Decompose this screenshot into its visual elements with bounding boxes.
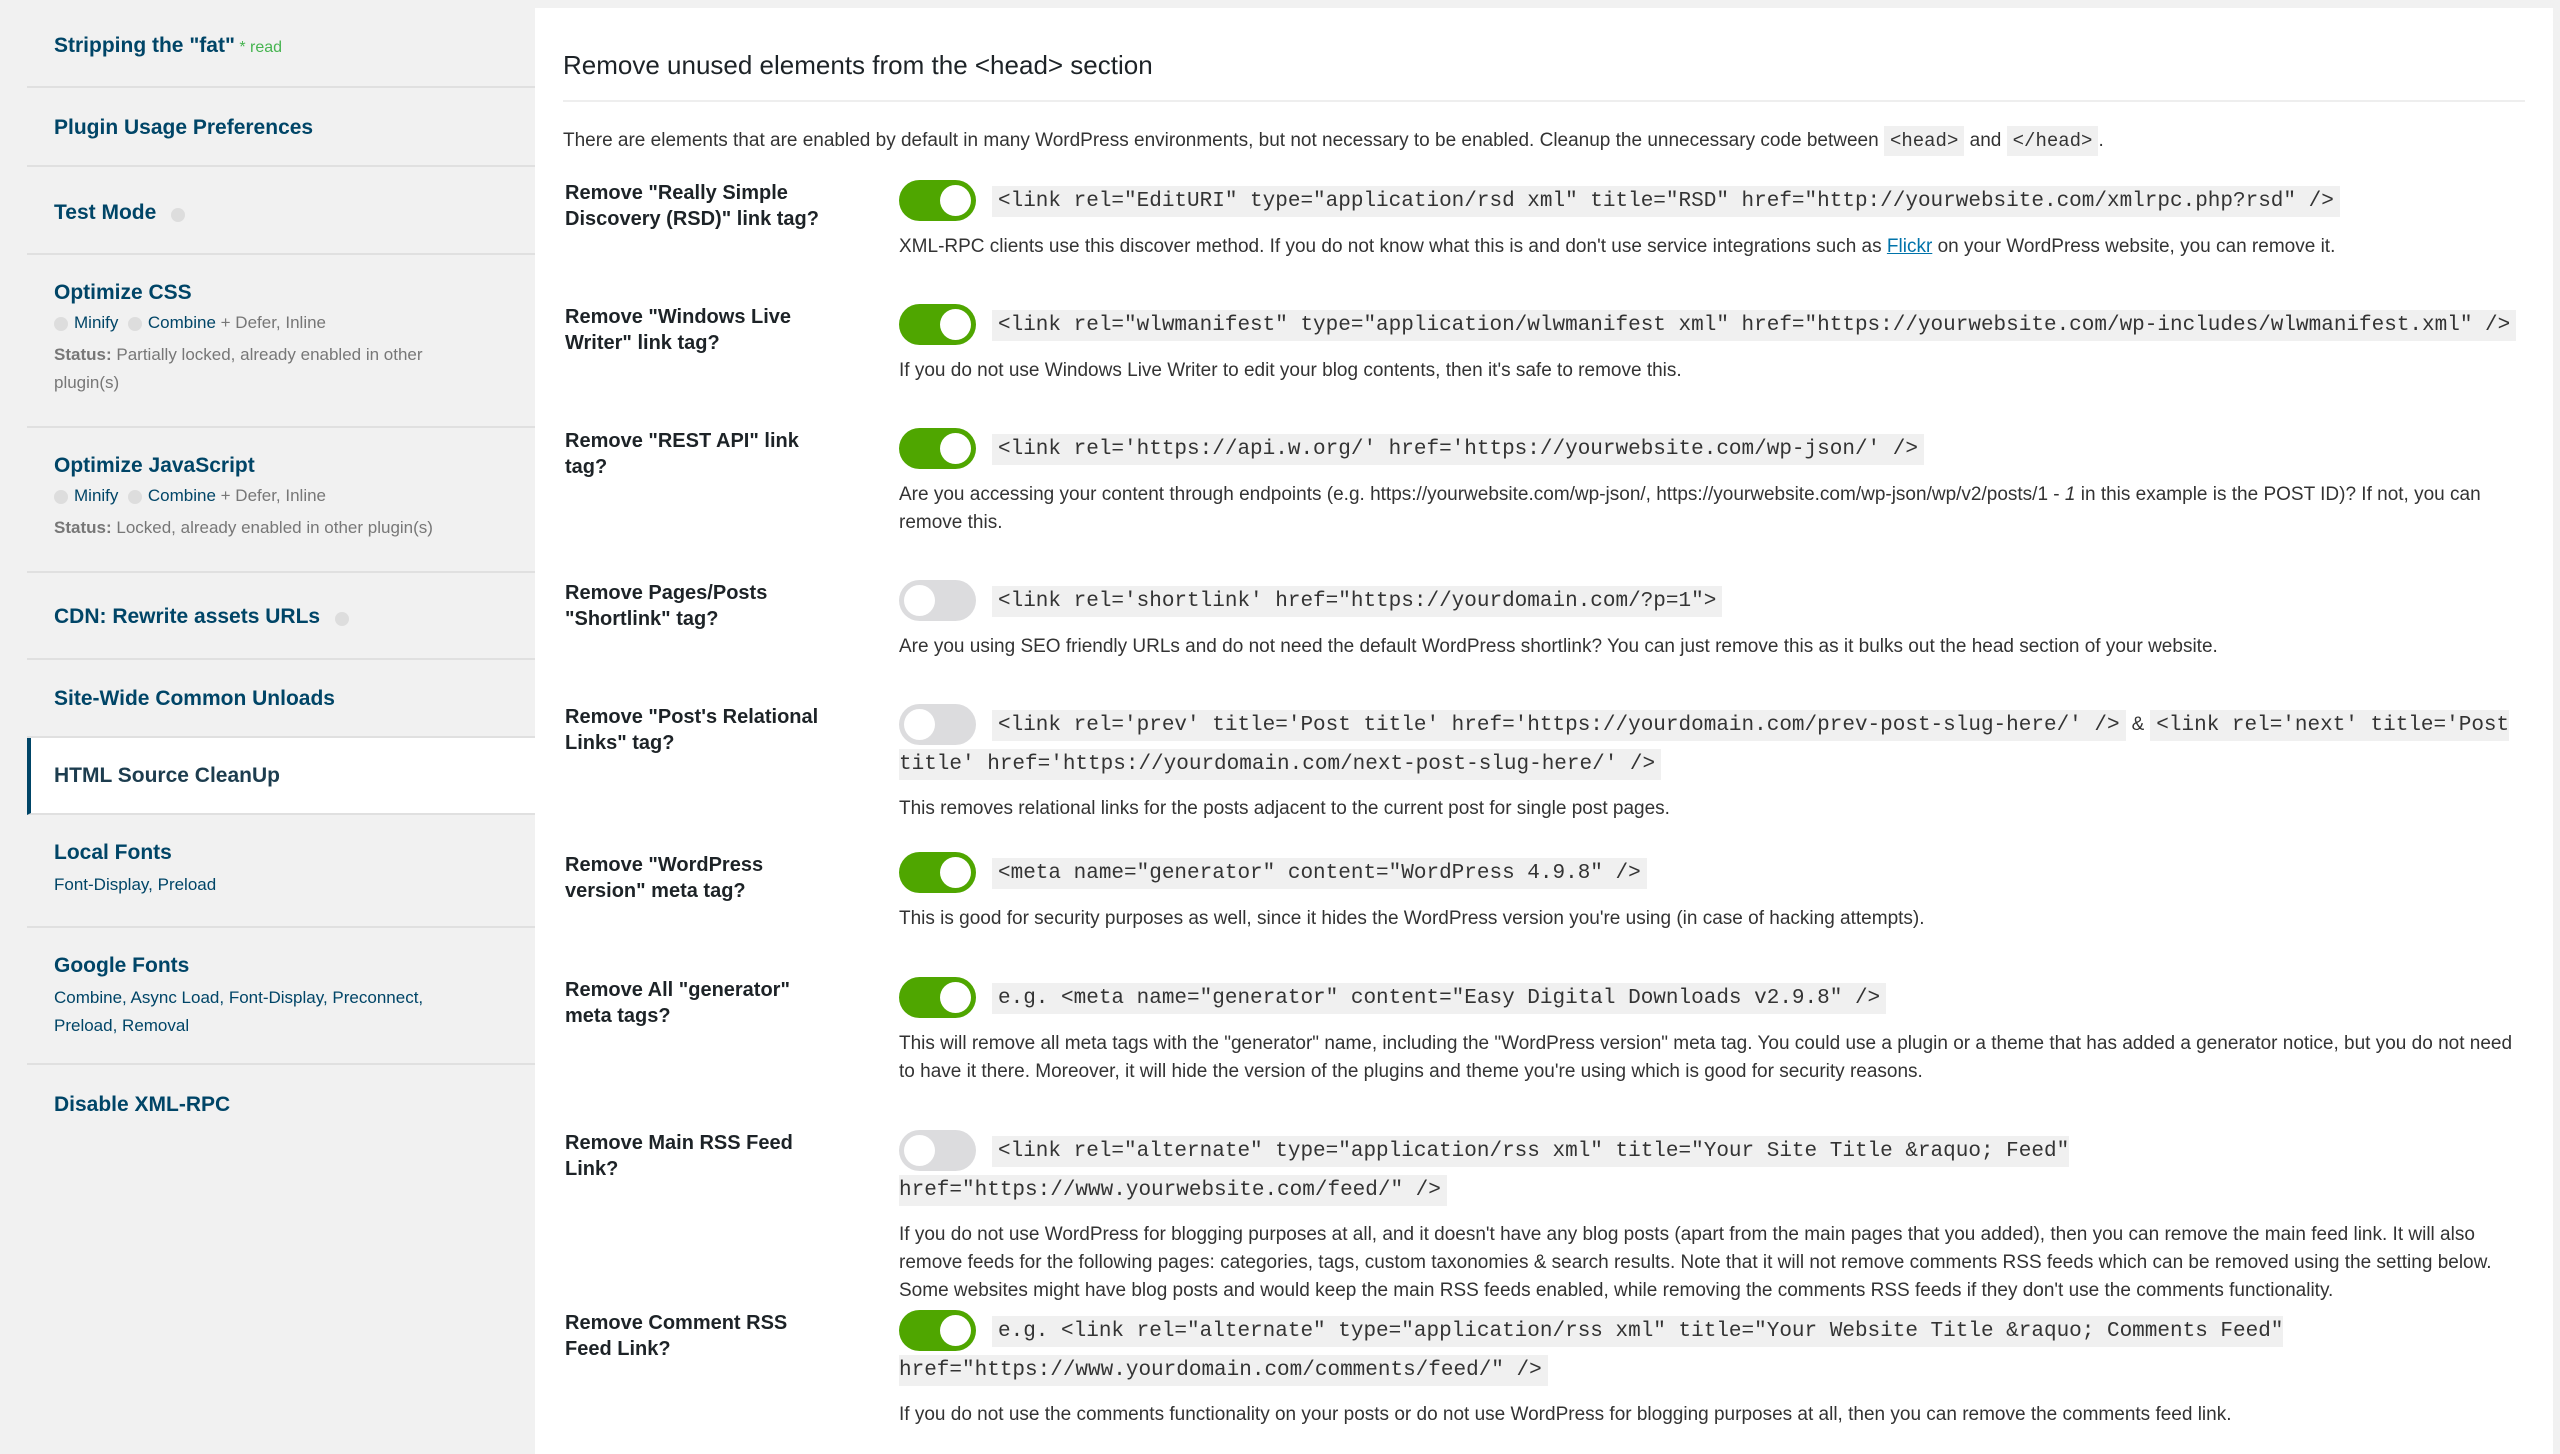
minify-label: Minify [74,313,119,332]
option-label: Remove Main RSS Feed Link? [565,1132,793,1180]
sidebar-item-label: Local Fonts [54,841,172,864]
page-title: Remove unused elements from the <head> section [563,50,1153,80]
option-label: Remove Pages/Posts "Shortlink" tag? [565,582,768,630]
option-label: Remove "REST API" link tag? [565,430,799,478]
status-label: Status: [54,345,112,364]
sidebar-item-google-fonts[interactable] [27,928,535,1065]
code-sample: <meta name="generator" content="WordPress 4.9.8" /> [992,858,1647,889]
minify-label: Minify [74,486,119,505]
status-label: Status: [54,518,112,537]
wp-version-toggle[interactable] [899,852,976,893]
intro-end: . [2098,130,2104,151]
sidebar-item-label: HTML Source CleanUp [54,764,280,787]
sidebar-item-label: Plugin Usage Preferences [54,116,314,139]
rsd-toggle[interactable] [899,180,976,221]
desc-text: in this example is the POST ID)? If not, you can remove this. [899,484,2481,533]
option-description [899,481,2525,537]
option-description: If you do not use WordPress for blogging purposes at all, and it doesn't have any blog posts (apart from the main pages that you added), then you can remove the main feed link. It will also remove feeds for the following pages: categories, tags, custom taxonomies & search results. Note that it will not remove comments RSS feeds which can be removed using the setting below. Some websites might have blog posts and would keep the main RSS feeds enabled, while removing the comments RSS feeds if they don't use the comments functionality. [899,1224,2492,1301]
sidebar-item-optimize-css[interactable] [27,255,535,428]
sidebar-item-label: Stripping the "fat" [54,34,235,57]
status-dot-icon [54,317,68,331]
sidebar-item-label: Disable XML-RPC [54,1093,231,1116]
sidebar-item-sub: Combine, Async Load, Font-Display, Preconnect, Preload, Removal [54,988,424,1035]
head-close-code: </head> [2007,126,2099,156]
sidebar-item-label: Site-Wide Common Unloads [54,687,335,710]
combine-label: Combine [147,313,216,332]
status-dot-icon [128,490,142,504]
option-description: This will remove all meta tags with the "generator" name, including the "WordPress version" meta tag. You could use a plugin or a theme that has added a generator notice, but you do not need to have it there. Moreover, it will hide the version of the plugins and theme you're using which is good for security reasons. [899,1033,2513,1082]
code-sample-2: <link rel='next' title='Post title' href='https://yourdomain.com/next-post-slug-here/' /> [899,710,2509,780]
intro-text [563,130,2104,152]
status-text: Locked, already enabled in other plugin(s) [116,518,433,537]
sidebar-item-sub: Font-Display, Preload [54,875,217,894]
option-label: Remove "Really Simple Discovery (RSD)" link tag? [565,182,819,230]
sidebar-item-plugin-usage-preferences[interactable] [27,88,535,167]
read-badge: * read [239,39,283,56]
sidebar-item-cdn[interactable] [27,573,535,660]
option-description [899,233,2525,261]
desc-text: Are you accessing your content through endpoints (e.g. https://yourwebsite.com/wp-json/, https://yourwebsite.com/wp-json/wp/v2/posts/1 - [899,484,2060,505]
code-sample: <link rel="wlwmanifest" type="application/wlwmanifest xml" href="https://yourwebsite.com/wp-includes/wlwmanifest.xml" /> [992,310,2516,341]
sidebar-item-optimize-javascript[interactable] [27,428,535,573]
head-code: <head> [1884,126,1964,156]
code-sample: <link rel='shortlink' href="https://yourdomain.com/?p=1"> [992,586,1722,617]
joiner: & [2131,714,2145,736]
status-dot-icon [335,612,349,626]
rest-api-toggle[interactable] [899,428,976,469]
sidebar-item-label: Optimize JavaScript [54,454,255,477]
relational-links-toggle[interactable] [899,704,976,745]
status-dot-icon [171,208,185,222]
divider [563,100,2525,102]
status-dot-icon [54,490,68,504]
code-sample: e.g. <meta name="generator" content="Easy Digital Downloads v2.9.8" /> [992,983,1886,1014]
flickr-link[interactable]: Flickr [1886,236,1933,257]
code-sample: <link rel="alternate" type="application/rss xml" title="Your Site Title &raquo; Feed" href="https://www.yourwebsite.com/feed/" /> [899,1136,2069,1206]
option-label: Remove "Windows Live Writer" link tag? [565,306,792,354]
sidebar-item-disable-xml-rpc[interactable] [27,1065,535,1145]
status-dot-icon [128,317,142,331]
desc-text: XML-RPC clients use this discover method. If you do not know what this is and don't use service integrations such as [899,236,1882,257]
intro-and: and [1969,130,2002,151]
option-description: If you do not use the comments functionality on your posts or do not use WordPress for blogging purposes at all, then you can remove the comments feed link. [899,1404,2232,1425]
sidebar [0,0,535,1454]
sidebar-item-label: CDN: Rewrite assets URLs [54,605,321,628]
option-label: Remove "Post's Relational Links" tag? [565,706,819,754]
code-sample: e.g. <link rel="alternate" type="application/rss xml" title="Your Website Title &raquo; Comments Feed" href="https://www.yourdomain.com/comments/feed/" /> [899,1316,2283,1386]
status-text: Partially locked, already enabled in other plugin(s) [54,345,423,392]
post-id-example: 1 [2064,484,2076,505]
option-label: Remove Comment RSS Feed Link? [565,1312,788,1360]
sidebar-item-test-mode[interactable] [27,167,535,255]
sidebar-item-label: Optimize CSS [54,281,192,304]
option-label: Remove "WordPress version" meta tag? [565,854,764,902]
option-description: This is good for security purposes as well, since it hides the WordPress version you're using (in case of hacking attempts). [899,908,1925,929]
desc-text: on your WordPress website, you can remove it. [1937,236,2336,257]
sidebar-item-label: Test Mode [54,201,157,224]
extra-options: + Defer, Inline [220,313,327,332]
option-description: If you do not use Windows Live Writer to edit your blog contents, then it's safe to remove this. [899,360,1682,381]
main-panel [535,8,2553,1454]
option-label: Remove All "generator" meta tags? [565,979,790,1027]
sidebar-item-local-fonts[interactable] [27,815,535,928]
sidebar-item-stripping-the-fat[interactable] [27,0,535,88]
intro-body: There are elements that are enabled by default in many WordPress environments, but not necessary to be enabled. Cleanup the unnecessary code between [563,130,1879,151]
main-rss-toggle[interactable] [899,1130,976,1171]
comment-rss-toggle[interactable] [899,1310,976,1351]
combine-label: Combine [147,486,216,505]
shortlink-toggle[interactable] [899,580,976,621]
code-sample: <link rel="EditURI" type="application/rsd xml" title="RSD" href="http://yourwebsite.com/xmlrpc.php?rsd" /> [992,186,2340,217]
code-sample: <link rel='prev' title='Post title' href='https://yourdomain.com/prev-post-slug-here/' /> [992,710,2126,741]
sidebar-item-html-source-cleanup[interactable] [27,738,535,815]
generator-toggle[interactable] [899,977,976,1018]
option-description: Are you using SEO friendly URLs and do not need the default WordPress shortlink? You can just remove this as it bulks out the head section of your website. [899,636,2218,657]
extra-options: + Defer, Inline [220,486,327,505]
sidebar-item-site-wide-common-unloads[interactable] [27,660,535,738]
sidebar-item-label: Google Fonts [54,954,190,977]
option-description: This removes relational links for the posts adjacent to the current post for single post pages. [899,798,1670,819]
code-sample: <link rel='https://api.w.org/' href='https://yourwebsite.com/wp-json/' /> [992,434,1924,465]
wlw-toggle[interactable] [899,304,976,345]
